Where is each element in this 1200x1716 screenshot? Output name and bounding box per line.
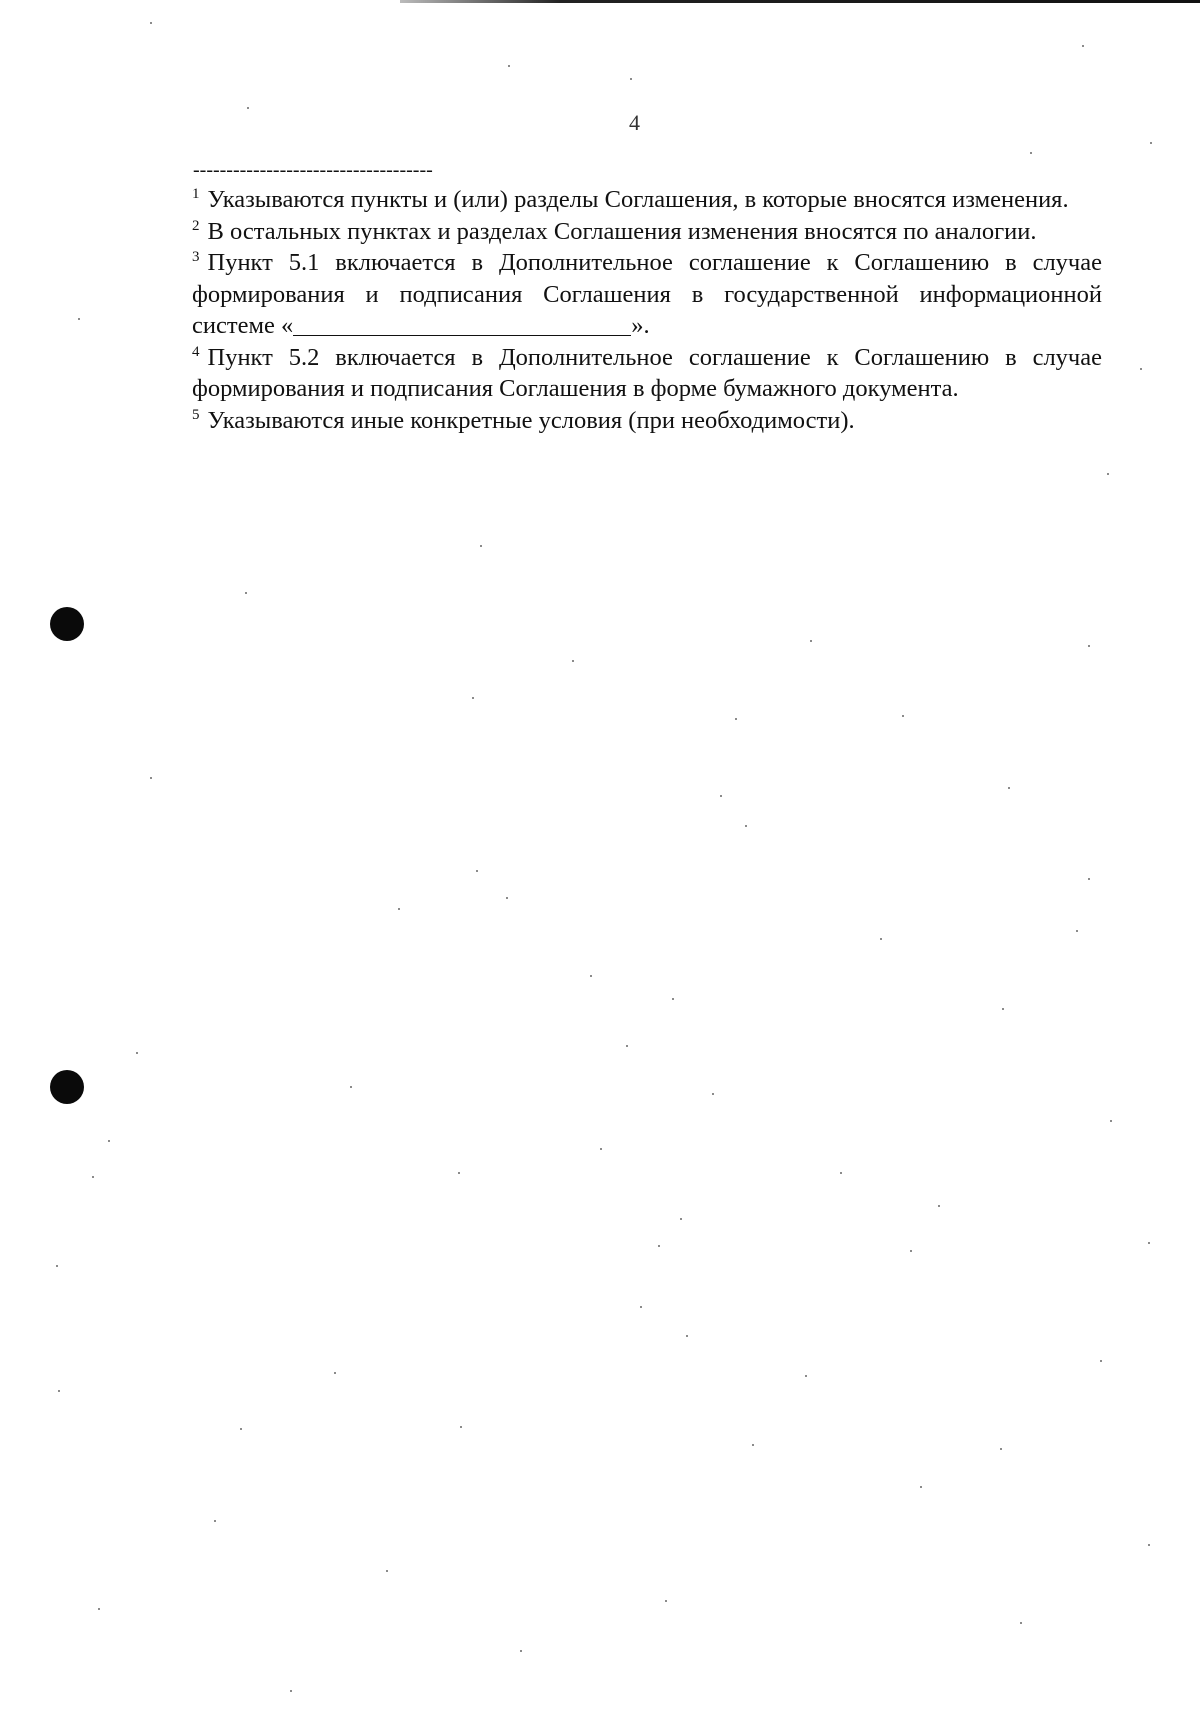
speckle xyxy=(520,1650,522,1652)
speckle xyxy=(752,1444,754,1446)
speckle xyxy=(680,1218,682,1220)
speckle xyxy=(136,1052,138,1054)
speckle xyxy=(1076,930,1078,932)
footnote-3 xyxy=(192,247,1102,342)
speckle xyxy=(630,78,632,80)
speckle xyxy=(1110,1120,1112,1122)
speckle xyxy=(1000,1448,1002,1450)
speckle xyxy=(1030,152,1032,154)
footnote-5 xyxy=(192,405,1102,437)
speckle xyxy=(572,660,574,662)
speckle xyxy=(1020,1622,1022,1624)
speckle xyxy=(626,1045,628,1047)
footnote-marker: 1 xyxy=(192,186,200,202)
speckle xyxy=(1107,473,1109,475)
footnote-marker: 4 xyxy=(192,343,200,360)
speckle xyxy=(658,1245,660,1247)
speckle xyxy=(1148,1242,1150,1244)
speckle xyxy=(480,545,482,547)
footnotes-list xyxy=(192,184,1102,436)
speckle xyxy=(245,592,247,594)
page-number: 4 xyxy=(629,110,640,135)
speckle xyxy=(56,1265,58,1267)
speckle xyxy=(1100,1360,1102,1362)
footnote-marker: 3 xyxy=(192,249,200,265)
speckle xyxy=(1088,878,1090,880)
footnote-text: Указываются пункты и (или) разделы Соглашения, в которые вносятся изменения. xyxy=(207,186,1069,213)
speckle xyxy=(810,640,812,642)
speckle xyxy=(1082,45,1084,47)
footnote-separator: ------------------------------------ xyxy=(193,159,433,181)
speckle xyxy=(150,22,152,24)
speckle xyxy=(78,318,80,320)
scan-top-edge-line xyxy=(400,0,1200,3)
speckle xyxy=(1150,142,1152,144)
speckle xyxy=(1008,787,1010,789)
speckle xyxy=(920,1486,922,1488)
speckle xyxy=(1140,368,1142,370)
speckle xyxy=(214,1520,216,1522)
speckle xyxy=(58,1390,60,1392)
speckle xyxy=(247,107,249,109)
blank-fill-line xyxy=(293,313,631,336)
footnote-marker: 5 xyxy=(192,406,200,423)
speckle xyxy=(745,825,747,827)
speckle xyxy=(712,1093,714,1095)
speckle xyxy=(108,1140,110,1142)
footnote-text: В остальных пунктах и разделах Соглашения изменения вносятся по аналогии. xyxy=(207,217,1037,245)
speckle xyxy=(590,975,592,977)
speckle xyxy=(735,718,737,720)
speckle xyxy=(640,1306,642,1308)
speckle xyxy=(720,795,722,797)
speckle xyxy=(600,1148,602,1150)
speckle xyxy=(902,715,904,717)
speckle xyxy=(350,1086,352,1088)
speckle xyxy=(805,1375,807,1377)
footnote-2 xyxy=(192,216,1102,248)
speckle xyxy=(672,998,674,1000)
speckle xyxy=(506,897,508,899)
speckle xyxy=(240,1428,242,1430)
speckle xyxy=(508,65,510,67)
footnote-text-end: ». xyxy=(631,312,650,339)
speckle xyxy=(938,1205,940,1207)
footnote-text: Пункт 5.1 включается в Дополнительное соглашение к Соглашению в случае формирования и подписания Соглашения в государственной информационной системе « xyxy=(192,249,1102,339)
speckle xyxy=(290,1690,292,1692)
footnote-4 xyxy=(192,342,1102,405)
speckle xyxy=(150,777,152,779)
speckle xyxy=(472,697,474,699)
speckle xyxy=(1002,1008,1004,1010)
footnote-text: Пункт 5.2 включается в Дополнительное соглашение к Соглашению в случае формирования и подписания Соглашения в форме бумажного документа. xyxy=(192,343,1102,402)
speckle xyxy=(665,1600,667,1602)
punch-hole-bottom xyxy=(50,1070,84,1104)
speckle xyxy=(398,908,400,910)
speckle xyxy=(840,1172,842,1174)
footnote-text: Указываются иные конкретные условия (при необходимости). xyxy=(207,406,855,434)
punch-hole-top xyxy=(50,607,84,641)
footnote-1 xyxy=(192,184,1102,216)
speckle xyxy=(460,1426,462,1428)
speckle xyxy=(910,1250,912,1252)
speckle xyxy=(386,1570,388,1572)
speckle xyxy=(1148,1544,1150,1546)
speckle xyxy=(92,1176,94,1178)
speckle xyxy=(686,1335,688,1337)
speckle xyxy=(458,1172,460,1174)
speckle xyxy=(98,1608,100,1610)
speckle xyxy=(334,1372,336,1374)
speckle xyxy=(880,938,882,940)
speckle xyxy=(476,870,478,872)
speckle xyxy=(1088,645,1090,647)
footnote-marker: 2 xyxy=(192,217,200,234)
